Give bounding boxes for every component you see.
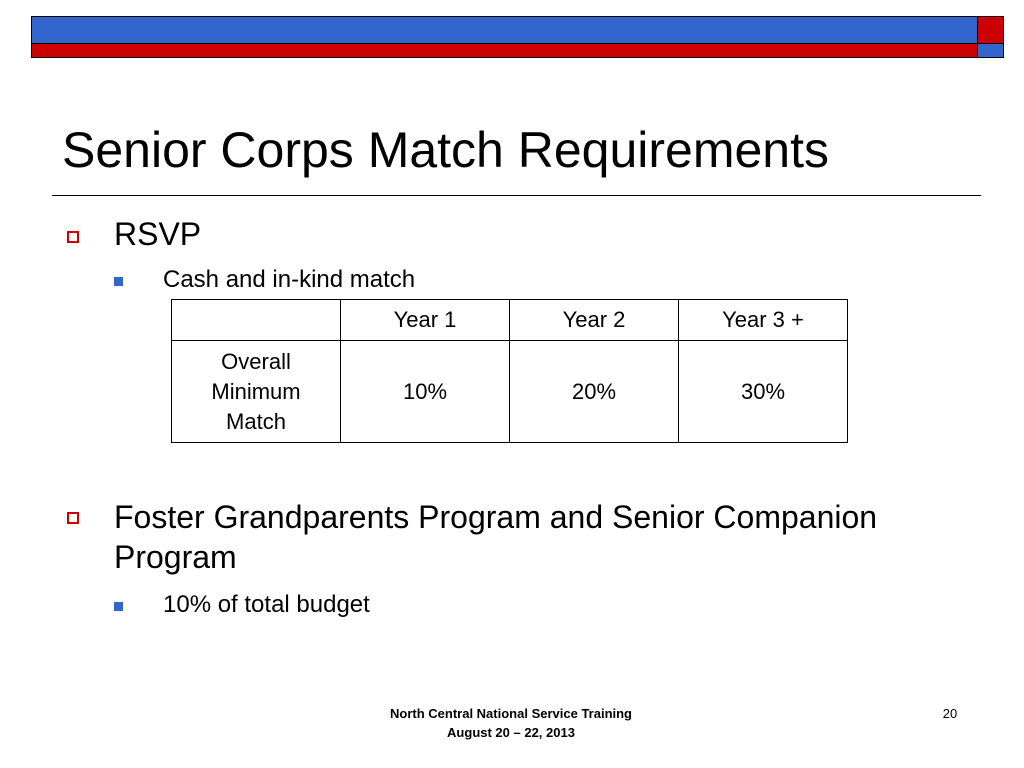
footer <box>370 704 652 742</box>
footer-event-name: North Central National Service Training <box>390 706 632 721</box>
page-number: 20 <box>942 706 958 721</box>
match-table <box>171 299 848 443</box>
table-header-cell: Year 1 <box>341 300 510 341</box>
filled-square-bullet-icon <box>114 277 123 286</box>
table-cell: 10% <box>341 341 510 443</box>
header-square-red <box>977 16 1004 44</box>
hollow-square-bullet-icon <box>67 231 79 243</box>
filled-square-bullet-icon <box>114 602 123 611</box>
table-row <box>172 341 848 443</box>
header-square-blue <box>977 43 1004 58</box>
row-label-line: Minimum <box>211 378 301 404</box>
bullet-foster-grandparents: Foster Grandparents Program and Senior Companion Program <box>114 499 878 575</box>
footer-dates: August 20 – 22, 2013 <box>447 725 575 740</box>
table-header-cell: Year 3 + <box>679 300 848 341</box>
bullet-rsvp: RSVP <box>114 216 202 252</box>
sub-bullet-total-budget: 10% of total budget <box>163 591 370 618</box>
table-header-cell: Year 2 <box>510 300 679 341</box>
header-band-red <box>31 43 978 58</box>
hollow-square-bullet-icon <box>67 512 79 524</box>
row-label-line: Overall <box>221 348 291 374</box>
title-divider <box>52 195 981 196</box>
sub-bullet-cash-match: Cash and in-kind match <box>163 266 416 293</box>
table-cell: 20% <box>510 341 679 443</box>
table-cell: 30% <box>679 341 848 443</box>
slide-title: Senior Corps Match Requirements <box>62 122 829 178</box>
table-row-label <box>172 341 341 443</box>
row-label-line: Match <box>226 408 286 434</box>
table-header-row <box>172 300 848 341</box>
header-band-blue <box>31 16 978 44</box>
table-header-cell <box>172 300 341 341</box>
